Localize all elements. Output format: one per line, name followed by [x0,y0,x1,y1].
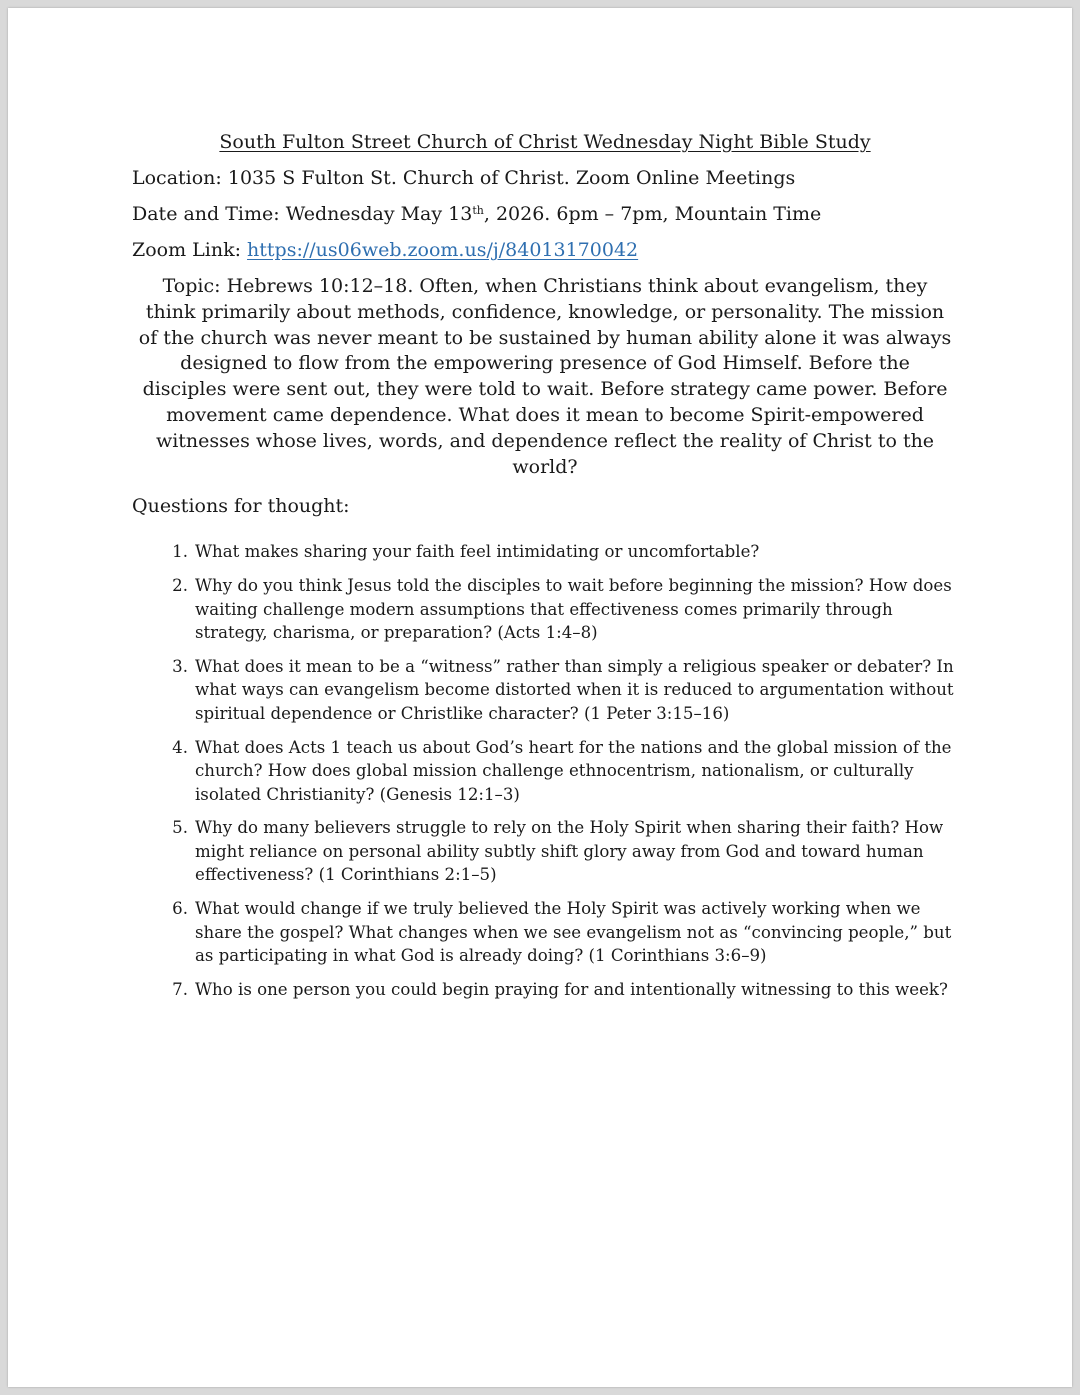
question-number: 2. [172,576,188,596]
date-time-value [286,203,822,225]
location-line [132,166,958,190]
question-text: Why do many believers struggle to rely on the Holy Spirit when sharing their faith? How might reliance on personal ability subtly shift glory away from God and toward human effectiveness? (1 Corinthians 2:1–5) [195,818,944,885]
question-number: 3. [172,657,188,676]
zoom-label: Zoom Link: [132,239,241,261]
location-label: Location: [132,167,222,189]
questions-heading: Questions for thought: [132,495,350,518]
location-value: 1035 S Fulton St. Church of Christ. Zoom Online Meetings [227,167,796,189]
question-item [132,978,958,1001]
question-text: Why do you think Jesus told the disciples to wait before beginning the mission? How does waiting challenge modern assumptions that effectiveness comes primarily through strategy, charisma, or preparation? (Acts 1:4–8) [195,576,952,643]
date-ordinal-suffix: th [472,204,484,217]
question-item [132,540,958,563]
question-item [132,897,958,967]
question-item [132,816,958,886]
question-number: 7. [172,979,188,999]
question-item [132,736,958,806]
questions-list [132,540,958,1001]
date-time-label: Date and Time: [132,203,280,225]
question-text: What would change if we truly believed the Holy Spirit was actively working when we share the gospel? What changes when we see evangelism not as “convincing people,” but as participating in what God is already doing? (1 Corinthians 3:6–9) [195,899,952,965]
question-number: 6. [172,899,188,919]
zoom-line [132,238,958,262]
zoom-link[interactable]: https://us06web.zoom.us/j/84013170042 [247,239,639,261]
question-item [132,655,958,725]
document-content [132,130,958,1012]
question-text: What does it mean to be a “witness” rather than simply a religious speaker or debater? In what ways can evangelism become distorted when it is reduced to argumentation without spiritual dependence or Christlike character? (1 Peter 3:15–16) [195,657,954,723]
question-item [132,574,958,644]
date-main: Wednesday May 13 [285,203,473,225]
question-number: 1. [172,542,188,562]
document-page [8,8,1072,1387]
topic-paragraph: Topic: Hebrews 10:12–18. Often, when Christians think about evangelism, they think primarily about methods, confidence, knowledge, or personality. The mission of the church was never meant to be sustained by human ability alone it was always designed to flow from the empowering presence of God Himself. Before the disciples were sent out, they were told to wait. Before strategy came power. Before movement came dependence. What does it mean to become Spirit-empowered witnesses whose lives, words, and dependence reflect the reality of Christ to the world? [138,275,952,478]
question-number: 5. [172,818,188,838]
question-number: 4. [172,737,188,757]
question-text: What makes sharing your faith feel intimidating or uncomfortable? [195,542,760,562]
date-time-line [132,202,958,226]
date-rest: , 2026. 6pm – 7pm, Mountain Time [483,203,822,225]
document-title: South Fulton Street Church of Christ Wednesday Night Bible Study [219,131,871,153]
question-text: What does Acts 1 teach us about God’s heart for the nations and the global mission of the church? How does global mission challenge ethnocentrism, nationalism, or culturally isolated Christianity? (Genesis 12:1–3) [195,737,952,804]
question-text: Who is one person you could begin praying for and intentionally witnessing to this week? [195,979,948,999]
